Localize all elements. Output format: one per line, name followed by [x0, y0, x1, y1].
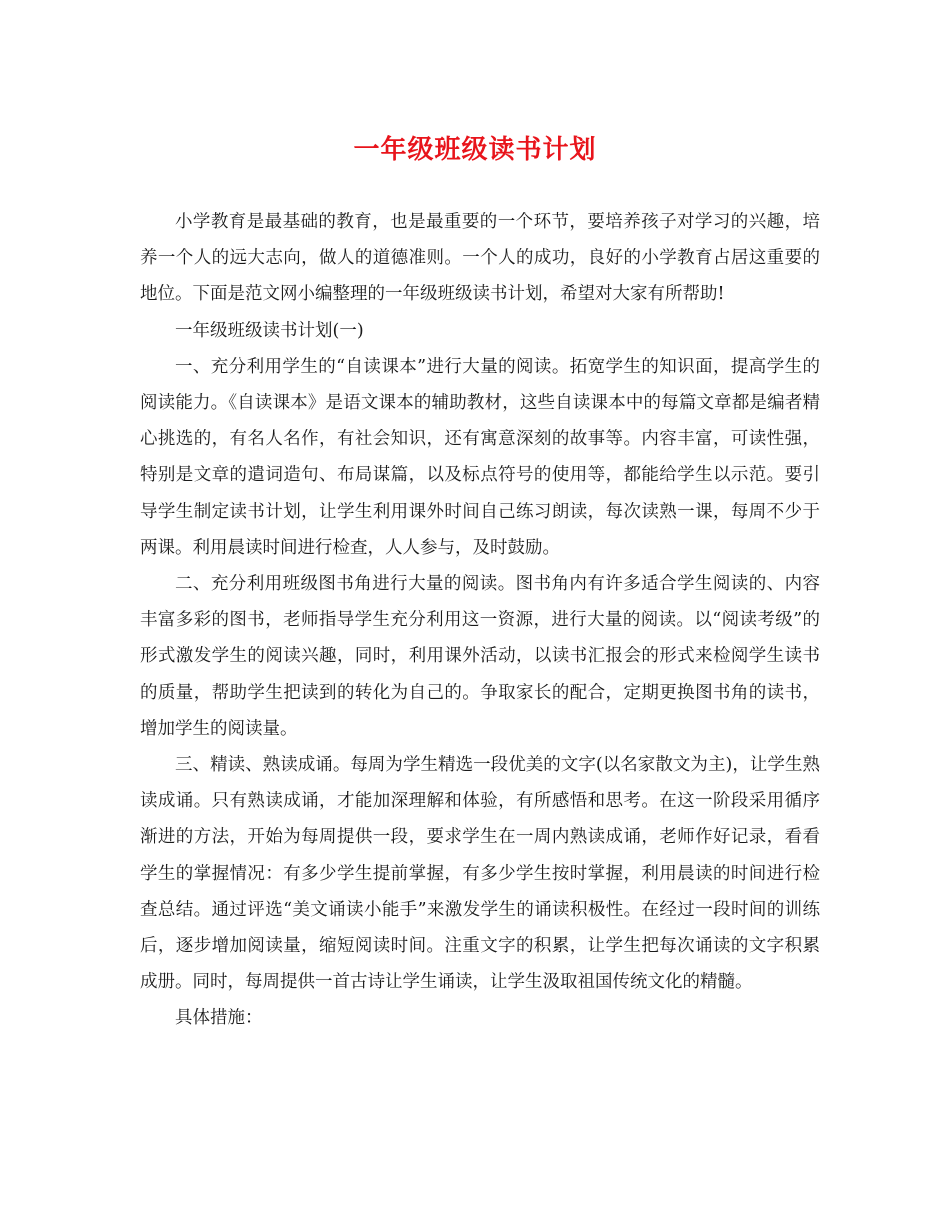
document-title: 一年级班级读书计划 — [353, 135, 597, 165]
document-body — [140, 204, 820, 1037]
paragraph-section-heading: 一年级班级读书计划(一) — [175, 320, 364, 341]
paragraph-item-2: 二、充分利用班级图书角进行大量的阅读。图书角内有许多适合学生阅读的、内容丰富多彩的图书，老师指导学生充分利用这一资源，进行大量的阅读。以“阅读考级”的形式激发学生的阅读兴趣，同时，利用课外活动，以读书汇报会的形式来检阅学生读书的质量，帮助学生把读到的转化为自己的。争取家长的配合，定期更换图书角的读书，增加学生的阅读量。 — [140, 574, 820, 739]
paragraph-item-1: 一、充分利用学生的“自读课本”进行大量的阅读。拓宽学生的知识面，提高学生的阅读能力。《自读课本》是语文课本的辅助教材，这些自读课本中的每篇文章都是编者精心挑选的，有名人名作，有社会知识，还有寓意深刻的故事等。内容丰富，可读性强，特别是文章的遣词造句、布局谋篇，以及标点符号的使用等，都能给学生以示范。要引导学生制定读书计划，让学生利用课外时间自己练习朗读，每次读熟一课，每周不少于两课。利用晨读时间进行检查，人人参与，及时鼓励。 — [140, 356, 820, 558]
paragraph-item-3: 三、精读、熟读成诵。每周为学生精选一段优美的文字(以名家散文为主)，让学生熟读成诵。只有熟读成诵，才能加深理解和体验，有所感悟和思考。在这一阶段采用循序渐进的方法，开始为每周提供一段，要求学生在一周内熟读成诵，老师作好记录，看看学生的掌握情况：有多少学生提前掌握，有多少学生按时掌握，利用晨读的时间进行检查总结。通过评选“美文诵读小能手”来激发学生的诵读积极性。在经过一段时间的训练后，逐步增加阅读量，缩短阅读时间。注重文字的积累，让学生把每次诵读的文字积累成册。同时，每周提供一首古诗让学生诵读，让学生汲取祖国传统文化的精髓。 — [140, 755, 820, 993]
paragraph-intro: 小学教育是最基础的教育，也是最重要的一个环节，要培养孩子对学习的兴趣，培养一个人的远大志向，做人的道德准则。一个人的成功，良好的小学教育占居这重要的地位。下面是范文网小编整理的一年级班级读书计划，希望对大家有所帮助! — [140, 212, 820, 305]
paragraph-measures-heading: 具体措施： — [175, 1008, 263, 1029]
